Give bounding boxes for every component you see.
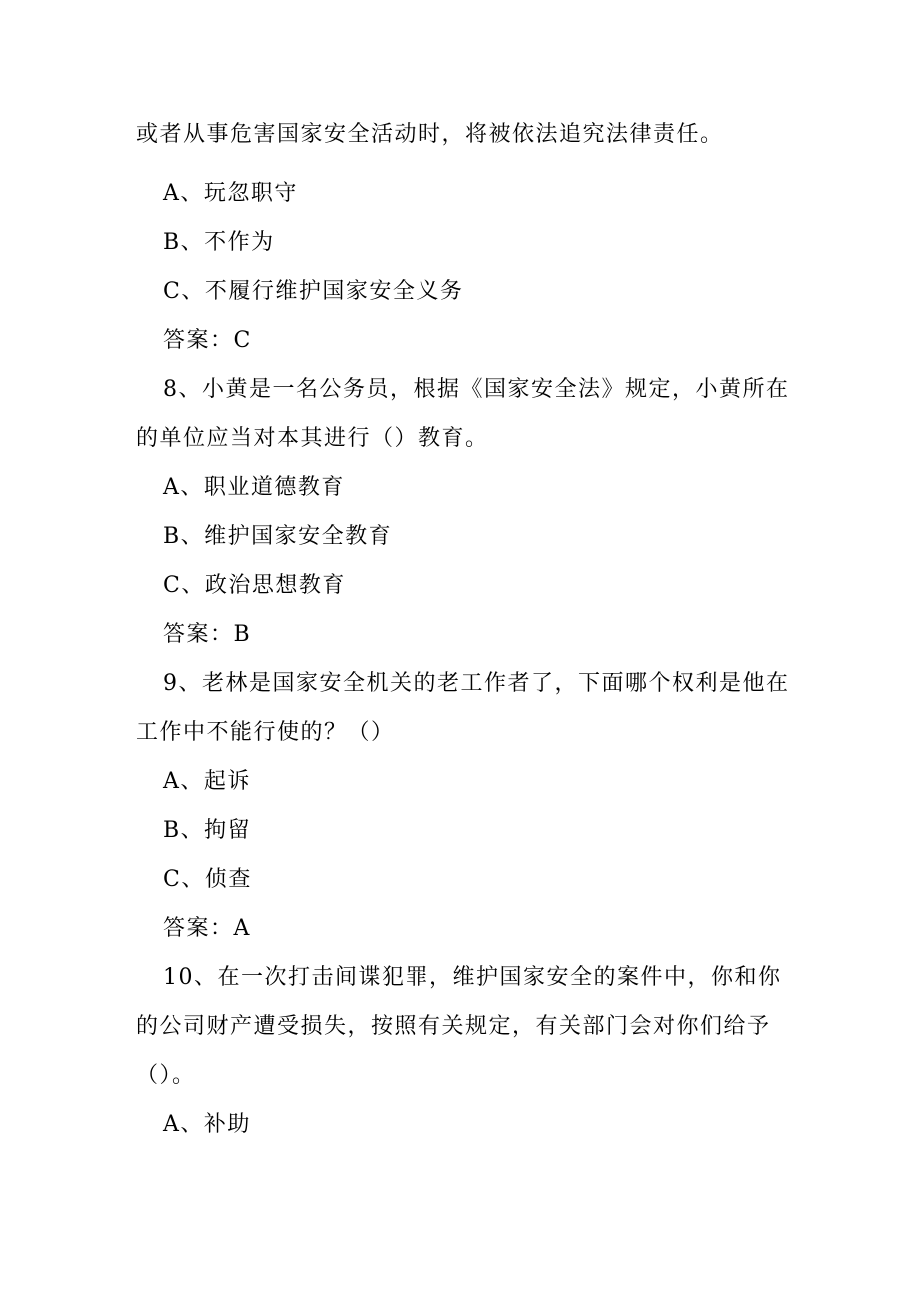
q8-option-c: C、政治思想教育 xyxy=(163,573,346,598)
q7-option-c: C、不履行维护国家安全义务 xyxy=(163,279,464,304)
q8-option-b: B、维护国家安全教育 xyxy=(163,524,393,549)
q9-option-c: C、侦查 xyxy=(163,867,252,892)
q9-answer: 答案：A xyxy=(163,916,251,941)
q8-option-a: A、职业道德教育 xyxy=(163,475,345,500)
question-10-line-3: （）。 xyxy=(136,1063,196,1088)
q9-option-a: A、起诉 xyxy=(163,769,251,794)
q7-option-a: A、玩忽职守 xyxy=(163,181,298,206)
q10-option-a: A、补助 xyxy=(163,1112,251,1137)
q7-answer: 答案：C xyxy=(163,328,252,353)
q9-option-b: B、拘留 xyxy=(163,818,252,843)
question-8-line-1: 8、小黄是一名公务员，根据《国家安全法》规定，小黄所在 xyxy=(163,377,790,402)
question-8-line-2: 的单位应当对本其进行（）教育。 xyxy=(136,426,489,451)
question-7-continuation: 或者从事危害国家安全活动时，将被依法追究法律责任。 xyxy=(136,122,724,147)
question-10-line-2: 的公司财产遭受损失，按照有关规定，有关部门会对你们给予 xyxy=(136,1014,771,1039)
q8-answer: 答案：B xyxy=(163,622,252,647)
question-10-line-1: 10、在一次打击间谍犯罪，维护国家安全的案件中，你和你 xyxy=(163,965,782,990)
question-9-line-2: 工作中不能行使的？（） xyxy=(136,720,395,745)
question-9-line-1: 9、老林是国家安全机关的老工作者了，下面哪个权利是他在 xyxy=(163,671,790,696)
q7-option-b: B、不作为 xyxy=(163,230,275,255)
